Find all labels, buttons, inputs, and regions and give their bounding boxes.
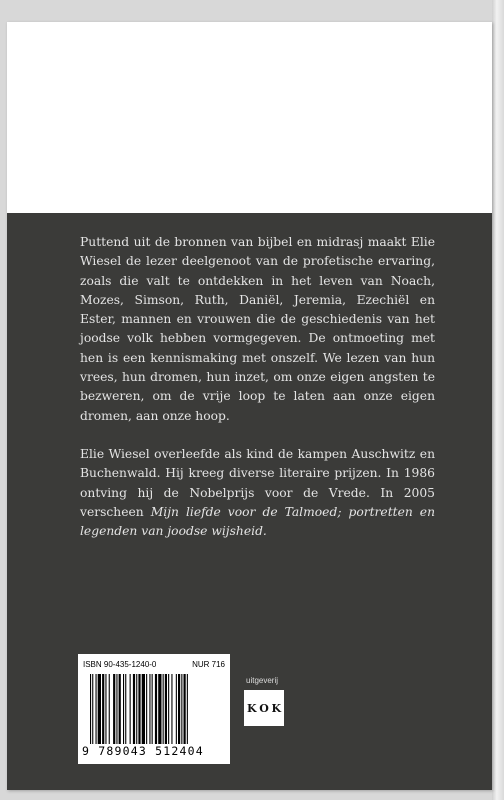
barcode-bar (155, 674, 157, 744)
barcode-bar (116, 674, 117, 744)
blurb-paragraph-2 (80, 445, 435, 541)
barcode-bar (123, 674, 124, 744)
author-bio: Elie Wiesel overleefde als kind de kampen Auschwitz en Buchenwald. Hij kreeg diverse literaire prijzen. In 1986 ontving hij de Nobelprijs voor de Vrede. In 2005 verscheen (80, 446, 435, 519)
barcode-bar (152, 674, 153, 744)
barcode-bar (181, 674, 182, 744)
barcode-bar (168, 674, 169, 744)
cover-white-band (7, 22, 492, 213)
barcode-bar (165, 674, 167, 744)
barcode-bar (133, 674, 135, 744)
publisher-label: uitgeverij (246, 676, 279, 685)
isbn-text: ISBN 90-435-1240-0 (83, 660, 157, 669)
barcode-bar (136, 674, 137, 744)
barcode-bar (113, 674, 115, 744)
page-edge (492, 0, 504, 800)
barcode-bar (105, 674, 106, 744)
barcode-bar (178, 674, 180, 744)
barcode-bar (142, 674, 145, 744)
barcode-icon (90, 674, 226, 744)
barcode-bar (163, 674, 164, 744)
barcode-bar (109, 674, 110, 744)
nur-text: NUR 716 (192, 660, 225, 669)
logo-letter-1: K (247, 702, 257, 715)
barcode-bar (138, 674, 140, 744)
ean-number: 9 789043 512404 (82, 744, 204, 758)
barcode-bar (98, 674, 101, 744)
blurb-text (80, 233, 435, 541)
barcode-bar (149, 674, 150, 744)
barcode-block (78, 654, 230, 764)
barcode-bar (171, 674, 172, 744)
barcode-bar (176, 674, 177, 744)
cover (7, 22, 492, 790)
barcode-bar (125, 674, 126, 744)
barcode-bar (158, 674, 161, 744)
blurb-paragraph-1: Puttend uit de bronnen van bijbel en midrasj maakt Elie Wiesel de lezer deelgenoot van de profetische ervaring, zoals die valt te ontdekken in het leven van Noach, Mozes, Simson, Ruth, Daniël, Jeremia, Ezechiël en Ester, mannen en vrouwen die de geschiedenis van het joodse volk hebben vormgegeven. De ontmoeting met hen is een kennismaking met onszelf. We lezen van hun vrees, hun dromen, hun inzet, om onze eigen angsten te bezweren, om de vrije loop te laten aan onze eigen dromen, aan onze hoop. (80, 235, 435, 423)
kok-logo (244, 690, 284, 726)
book-title-reference: Mijn liefde voor de Talmoed; portretten en legenden van joodse wijsheid. (80, 504, 435, 539)
barcode-bar (130, 674, 131, 744)
barcode-bar (119, 674, 121, 744)
barcode-bar (102, 674, 104, 744)
logo-letter-2: O (259, 702, 269, 715)
publisher-block (244, 676, 288, 726)
isbn-line (83, 660, 225, 669)
barcode-bar (90, 674, 91, 744)
barcode-bar (92, 674, 93, 744)
barcode-bar (96, 674, 97, 744)
logo-letter-3: K (271, 702, 281, 715)
barcode-bar (146, 674, 147, 744)
barcode-bar (187, 674, 188, 744)
barcode-bar (184, 674, 186, 744)
